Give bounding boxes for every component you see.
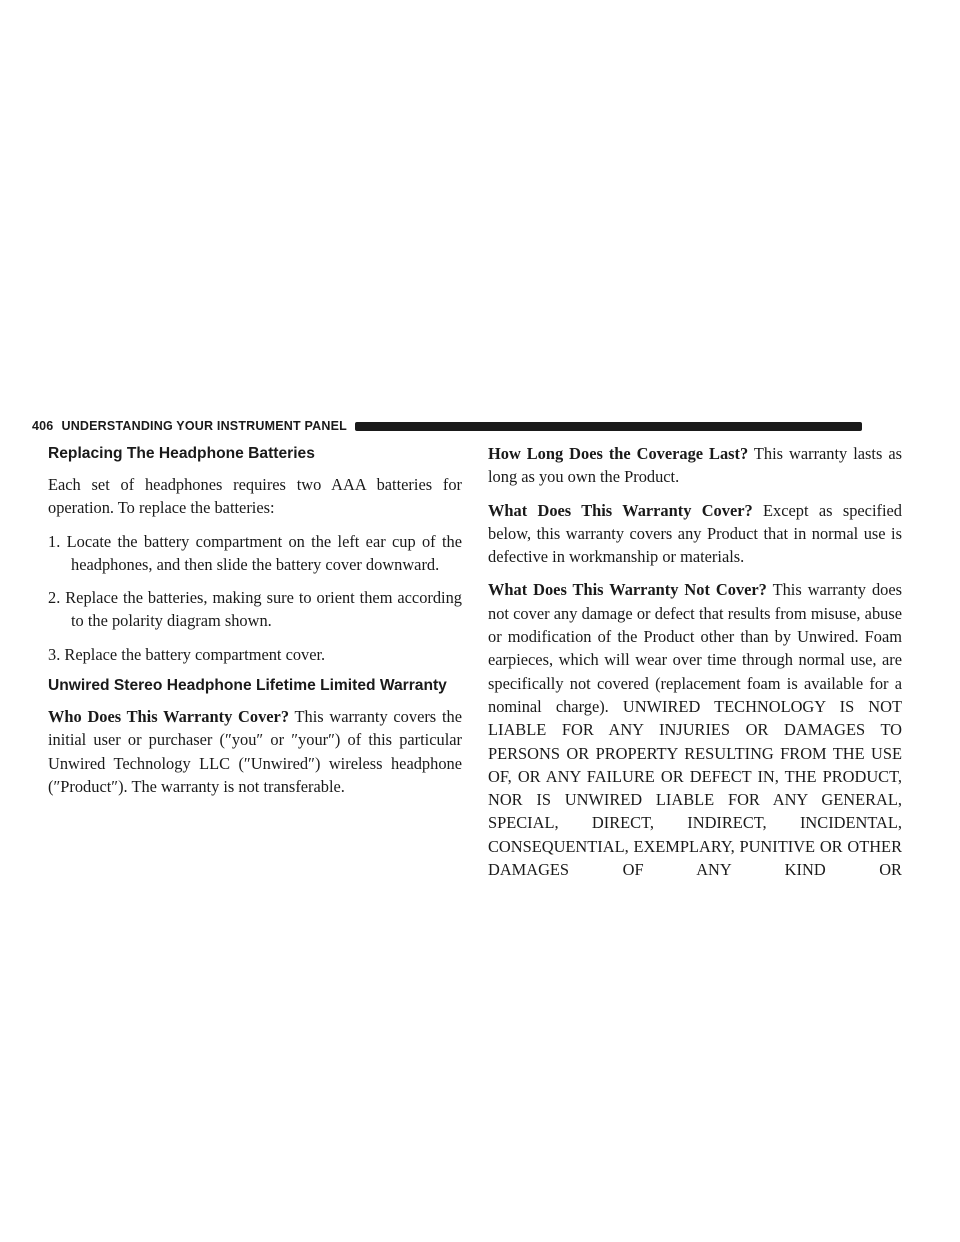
- right-column: [488, 442, 902, 891]
- who-covered-paragraph: [48, 705, 462, 798]
- battery-steps-list: [48, 530, 462, 666]
- coverage-duration-paragraph: [488, 442, 902, 489]
- what-covered-lead: What Does This Warranty Cover?: [488, 500, 753, 520]
- coverage-duration-lead: How Long Does the Coverage Last?: [488, 444, 749, 463]
- step-item-2: 2. Replace the batteries, making sure to orient them according to the polarity diagram shown.: [48, 588, 462, 631]
- who-covered-lead: Who Does This Warranty Cover?: [48, 707, 290, 727]
- intro-paragraph: Each set of headphones requires two AAA batteries for operation. To replace the batteries:: [48, 475, 462, 518]
- what-covered-paragraph: [488, 499, 902, 569]
- not-covered-paragraph: [488, 578, 902, 881]
- step-item-1: 1. Locate the battery compartment on the left ear cup of the headphones, and then slide the battery cover downward.: [48, 531, 462, 574]
- who-covered-text: This warranty covers the initial user or purchaser (″you″ or ″your″) of this particular Unwired Technology LLC (″Unwired″) wireless headphone (″Product″). The warranty is not transferable.: [48, 707, 462, 796]
- heading-replacing-batteries: Replacing The Headphone Batteries: [48, 445, 315, 462]
- section-title: UNDERSTANDING YOUR INSTRUMENT PANEL: [61, 419, 347, 433]
- coverage-duration-text: This warranty lasts as long as you own the Product.: [488, 444, 902, 487]
- page-header: [32, 416, 862, 436]
- page-number: 406: [32, 419, 54, 433]
- what-covered-text: Except as specified below, this warranty covers any Product that in normal use is defective in workmanship or materials.: [488, 500, 902, 567]
- header-rule: [355, 422, 862, 431]
- not-covered-lead: What Does This Warranty Not Cover?: [488, 580, 767, 600]
- not-covered-text: This warranty does not cover any damage or defect that results from misuse, abuse or modification of the Product other than by Unwired. Foam earpieces, which will wear over time through normal use, are specifically not covered (replacement foam is available for a nominal charge). UNWIRED TECHNOLOGY IS NOT LIABLE FOR ANY INJURIES OR DAMAGES TO PERSONS OR PROPERTY RESULTING FROM THE USE OF, OR ANY FAILURE OR DEFECT IN, THE PRODUCT, NOR IS UNWIRED LIABLE FOR ANY GENERAL, SPECIAL, DIRECT, INDIRECT, INCIDENTAL, CONSEQUENTIAL, EXEMPLARY, PUNITIVE OR OTHER DAMAGES OF ANY KIND OR: [488, 580, 902, 880]
- left-column: [48, 438, 462, 808]
- heading-warranty: Unwired Stereo Headphone Lifetime Limited Warranty: [48, 677, 447, 695]
- step-item-3: 3. Replace the battery compartment cover.: [48, 644, 326, 664]
